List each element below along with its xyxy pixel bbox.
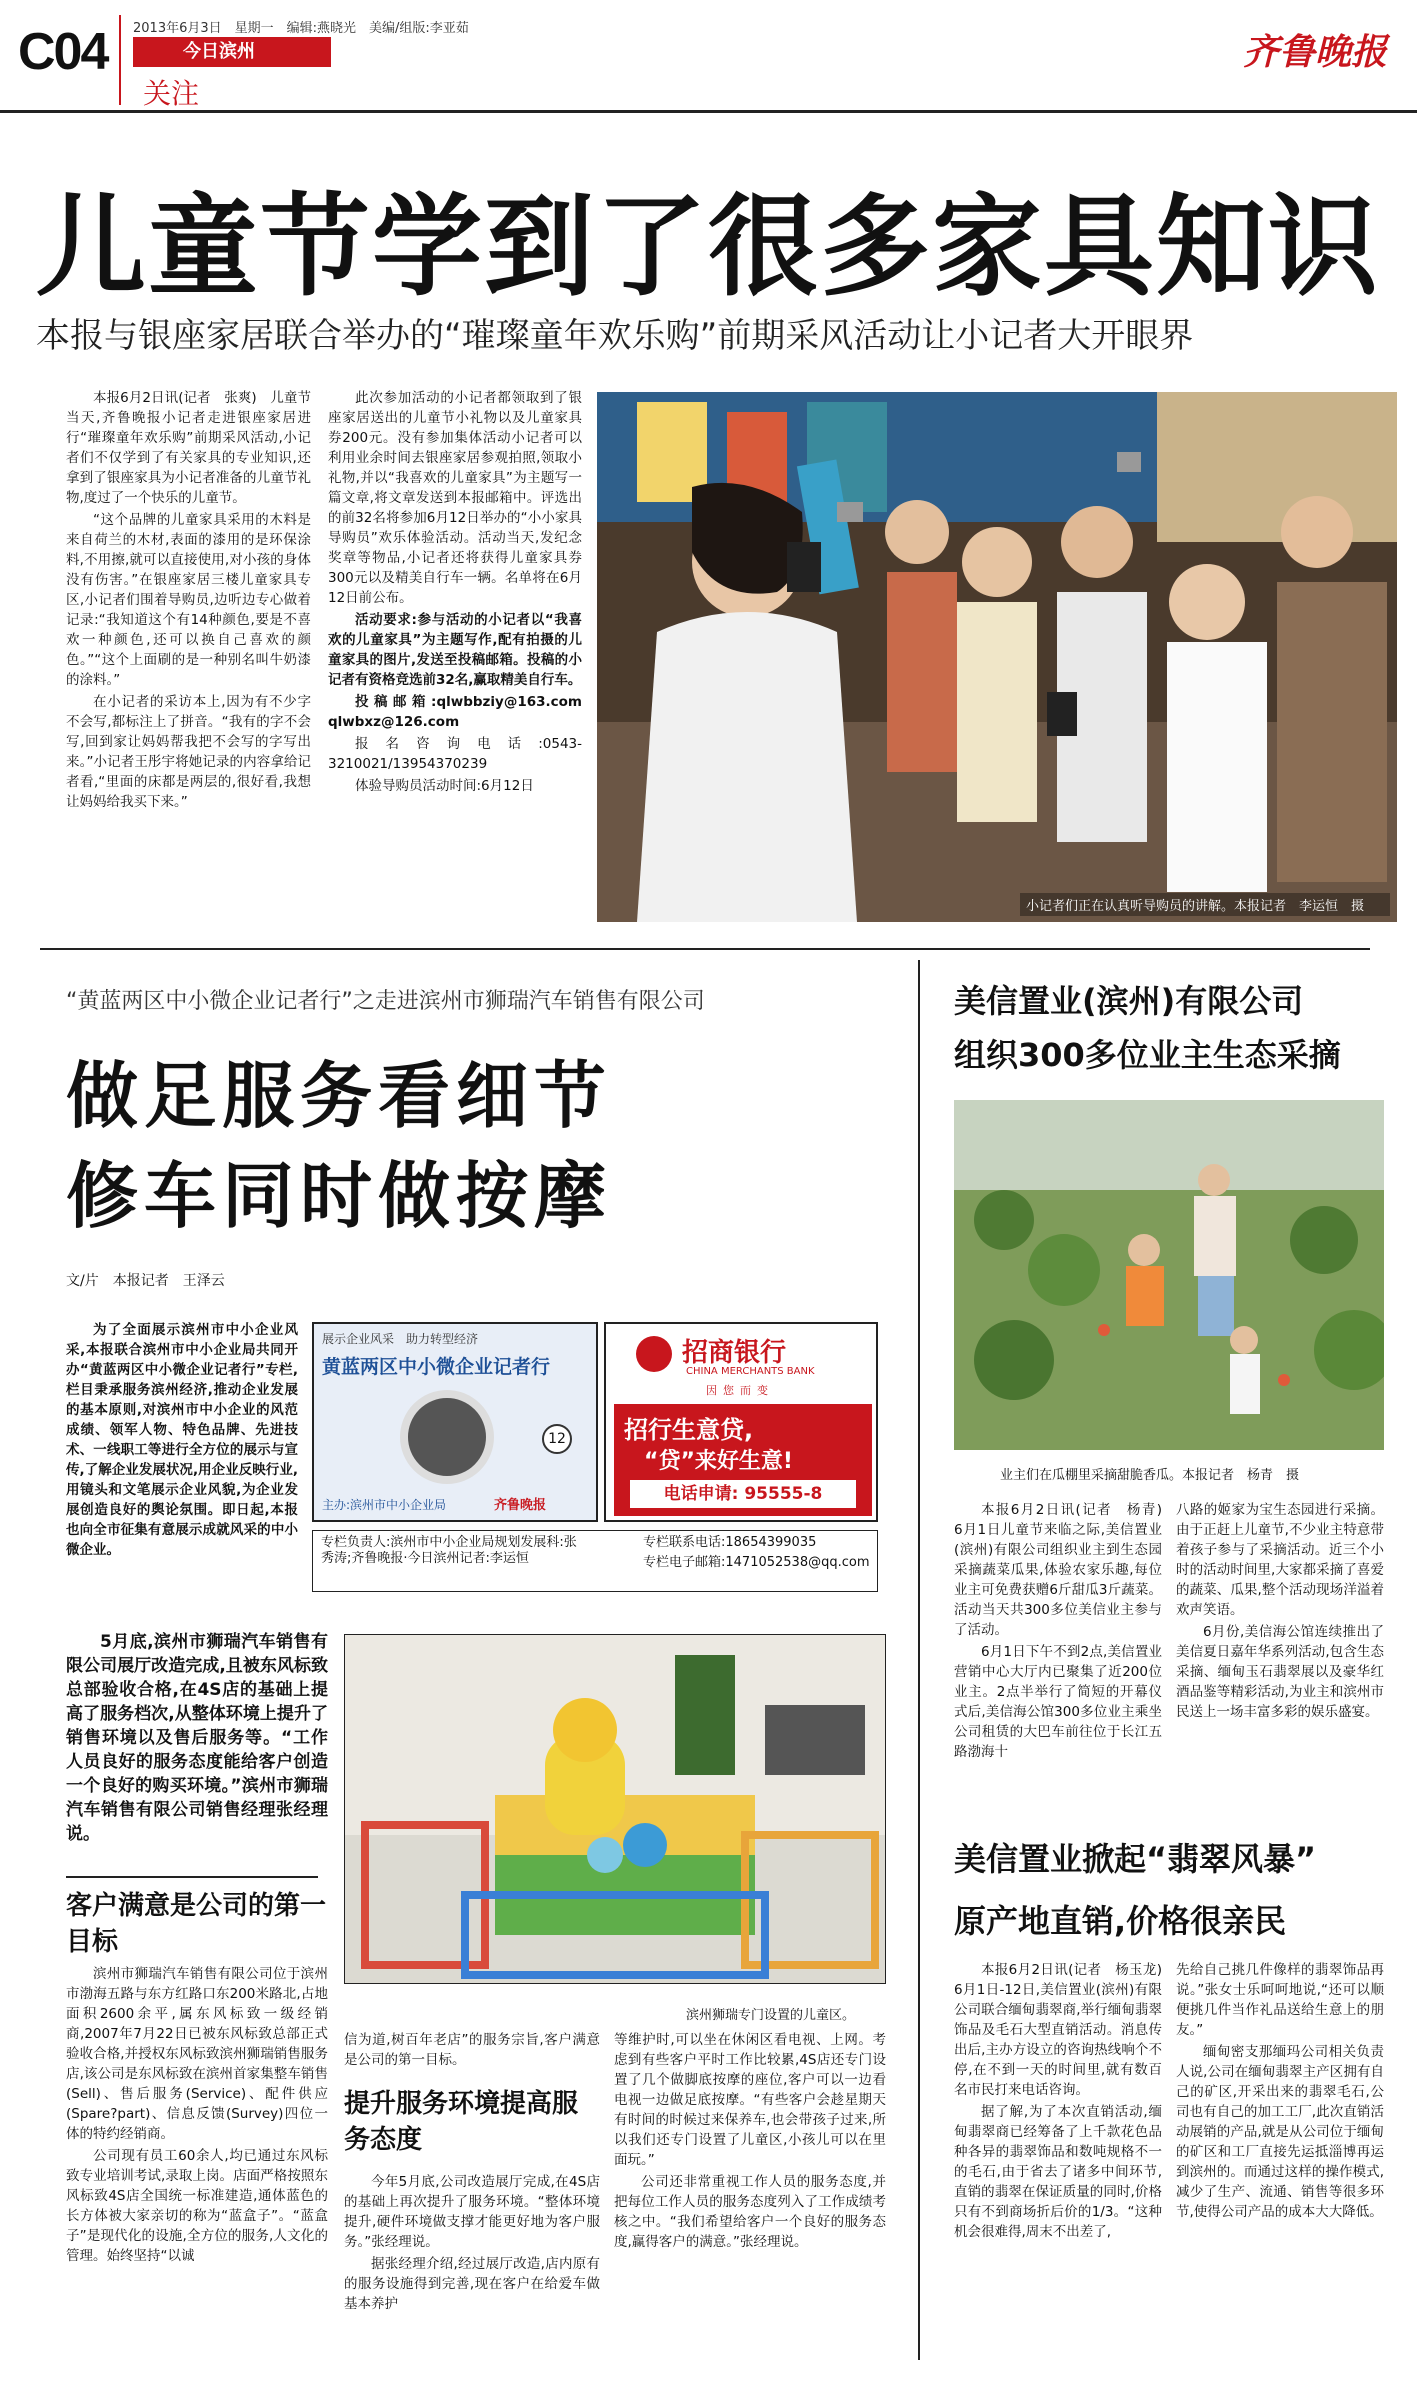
- column-kicker: “黄蓝两区中小微企业记者行”之走进滨州市狮瑞汽车销售有限公司: [66, 989, 705, 1014]
- middle-column-a: [66, 1964, 328, 2268]
- column-intro: 为了全面展示滨州市中小企业风采,本报联合滨州市中小企业局共同开办“黄蓝两区中小微企业记者行”专栏,栏目秉承服务滨州经济,推动企业发展的基本原则,对滨州市中小企业的风范成绩、领军人物、特色品牌、先进技术、一线职工等进行全方位的展示与宣传,了解企业发展状况,用企业反映行业,用镜头和文笔展示企业风貌,为企业发展创造良好的舆论氛围。即日起,本报也向全市征集有意展示成就风采的中小微企业。: [66, 1322, 298, 1558]
- right-headline-3: 美信置业掀起“翡翠风暴”: [954, 1840, 1317, 1878]
- section-tag: 今日滨州: [133, 37, 331, 67]
- kids-play-area-photo: [344, 1634, 886, 1984]
- newspaper-logo: 齐鲁晚报: [1242, 31, 1387, 73]
- hotline: 报名咨询电话:0543-3210021/13954370239: [328, 736, 582, 772]
- lead-subheadline: 本报与银座家居联合举办的“璀璨童年欢乐购”前期采风活动让小记者大开眼界: [36, 316, 1194, 356]
- article-paragraph: 据张经理介绍,经过展厅改造,店内原有的服务设施得到完善,现在客户在给爱车做基本养护: [344, 2256, 600, 2312]
- event-date: 体验导购员活动时间:6月12日: [355, 778, 534, 794]
- page-number: C04: [18, 23, 108, 81]
- column-contacts: [312, 1530, 878, 1592]
- middle-lead-paragraph: 5月底,滨州市狮瑞汽车销售有限公司展厅改造完成,且被东风标致总部验收合格,在4S店的基础上提高了服务档次,从整体环境上提升了销售环境以及售后服务等。“工作人员良好的服务态度能给客户创造一个良好的购买环境。”滨州市狮瑞汽车销售有限公司销售经理张经理说。: [66, 1632, 328, 1844]
- bank-ad-panel: [614, 1404, 872, 1516]
- middle-column-b: [344, 2030, 600, 2316]
- right-column-b: [1176, 1500, 1384, 1724]
- photo-caption: 小记者们正在认真听导购员的讲解。本报记者 李运恒 摄: [1020, 893, 1390, 916]
- lead-paragraph: 此次参加活动的小记者都领取到了银座家居送出的儿童节小礼物以及儿童家具券200元。没有参加集体活动小记者可以利用业余时间去银座家居参观拍照,领取小礼物,并以“我喜欢的儿童家具”为主题写一篇文章,将文章发送到本报邮箱中。评选出的前32名将参加6月12日举办的“小小家具导购员”欢乐体验活动。活动当天,发纪念奖章等物品,小记者还将获得儿童家具券300元以及精美自行车一辆。名单将在6月12日前公布。: [328, 390, 582, 606]
- article-paragraph: 信为道,树百年老店”的服务宗旨,客户满意是公司的第一目标。: [344, 2032, 600, 2068]
- article-paragraph: 公司现有员工60余人,均已通过东风标致专业培训考试,录取上岗。店面严格按照东风标致4S店全国统一标准建造,通体蓝色的长方体被大家亲切的称为“蓝盒子”。“蓝盒子”是现代化的设施,全方位的服务,人文化的管理。始终坚持“以诚: [66, 2148, 328, 2264]
- article-paragraph: 滨州市狮瑞汽车销售有限公司位于滨州市渤海五路与东方红路口东200米路北,占地面积2600余平,属东风标致一级经销商,2007年7月22日已被东风标致总部正式验收合格,并授权东风标致滨州狮瑞销售服务店,该公司是东风标致在滨州首家集整车销售(Sell)、售后服务(Service)、配件供应(Spare?part)、信息反馈(Survey)四位一体的特约经销商。: [66, 1966, 328, 2142]
- issue-number: 12: [542, 1424, 572, 1454]
- column-phone: 专栏联系电话:18654399035: [643, 1535, 817, 1550]
- lead-column-1: [66, 388, 311, 814]
- section-rule: [40, 948, 1370, 950]
- right-headline-4: 原产地直销,价格很亲民: [954, 1902, 1287, 1940]
- bank-motto: 因您而变: [706, 1384, 774, 1397]
- article-paragraph: 八路的姬家为宝生态园进行采摘。由于正赶上儿童节,不少业主特意带着孩子参与了采摘活动。近三个小时的活动时间里,大家都采摘了喜爱的蔬菜、瓜果,整个活动现场洋溢着欢声笑语。: [1176, 1502, 1384, 1618]
- bank-ad-phone: 电话申请: 95555-8: [630, 1480, 856, 1508]
- right-headline-1: 美信置业(滨州)有限公司: [954, 982, 1304, 1020]
- article-paragraph: 今年5月底,公司改造展厅完成,在4S店的基础上再次提升了服务环境。“整体环境提升,硬件环境做支撑才能更好地为客户服务。”张经理说。: [344, 2174, 600, 2250]
- header-divider: [119, 15, 121, 105]
- issue-meta: 2013年6月3日 星期一 编辑:燕晓光 美编/组版:李亚茹: [133, 21, 469, 36]
- column-banner: [312, 1322, 598, 1522]
- banner-tagline: 展示企业风采 助力转型经济: [322, 1332, 479, 1346]
- right-column-a: [954, 1500, 1176, 1764]
- lead-paragraph-column: [66, 1630, 328, 1848]
- banner-title: 黄蓝两区中小微企业记者行: [322, 1356, 551, 1378]
- activity-requirements: 活动要求:参与活动的小记者以“我喜欢的儿童家具”为主题写作,配有拍摄的儿童家具的图片,发送至投稿邮箱。投稿的小记者有资格竞选前32名,赢取精美自行车。: [328, 612, 582, 688]
- middle-headline-1: 做足服务看细节: [66, 1054, 613, 1138]
- banner-paper: 齐鲁晚报: [494, 1498, 547, 1513]
- middle-headline-2: 修车同时做按摩: [66, 1154, 613, 1238]
- article-paragraph: 据了解,为了本次直销活动,缅甸翡翠商已经筹备了上千款花色品种各异的翡翠饰品和数吨规格不一的毛石,由于省去了诸多中间环节,直销的翡翠在保证质量的同时,价格只有不到商场折后价的1/3。“这种机会很难得,周末不出差了,: [954, 2104, 1162, 2240]
- lead-paragraph: 在小记者的采访本上,因为有不少字不会写,都标注上了拼音。“我有的字不会写,回到家让妈妈帮我把不会写的字写出来。”小记者王彤宇将她记录的内容拿给记者看,“里面的床都是两层的,很好看,我想让妈妈给我买下来。”: [66, 694, 311, 810]
- right-headline-2: 组织300多位业主生态采摘: [954, 1036, 1341, 1074]
- column-editor: 专栏负责人:滨州市中小企业局规划发展科:张秀涛;齐鲁晚报·今日滨州记者:李运恒: [321, 1535, 577, 1566]
- section-name: 关注: [143, 77, 200, 110]
- bank-ad-line-1: 招行生意贷,: [624, 1416, 754, 1444]
- article-paragraph: 先给自己挑几件像样的翡翠饰品再说。”张女士乐呵呵地说,“还可以顺便挑几件当作礼品送给生意上的朋友。”: [1176, 1962, 1384, 2038]
- lead-headline: 儿童节学到了很多家具知识: [36, 183, 1380, 311]
- middle-column-c: [614, 2030, 886, 2254]
- column-email: 专栏电子邮箱:1471052538@qq.com: [643, 1555, 870, 1570]
- picking-caption: 业主们在瓜棚里采摘甜脆香瓜。本报记者 杨青 摄: [1000, 1468, 1300, 1483]
- picking-photo: [954, 1100, 1384, 1450]
- play-area-caption: 滨州狮瑞专门设置的儿童区。: [686, 2008, 856, 2023]
- subhead-rule: [66, 1876, 318, 1878]
- column-divider: [918, 960, 920, 2360]
- bank-name: 招商银行: [682, 1338, 787, 1368]
- camera-lens-icon: [400, 1390, 494, 1484]
- submission-email: 投稿邮箱:qlwbbziy@163.com qlwbxz@126.com: [328, 694, 582, 730]
- bank-ad: [604, 1322, 878, 1522]
- byline: 文/片 本报记者 王泽云: [66, 1273, 225, 1289]
- article-paragraph: 6月份,美信海公馆连续推出了美信夏日嘉年华系列活动,包含生态采摘、缅甸玉石翡翠展以及豪华红酒品鉴等精彩活动,为业主和滨州市民送上一场丰富多彩的娱乐盛宴。: [1176, 1624, 1384, 1720]
- right-column-d: [1176, 1960, 1384, 2224]
- article-paragraph: 6月1日下午不到2点,美信置业营销中心大厅内已聚集了近200位业主。2点半举行了简短的开幕仪式后,美信海公馆300多位业主乘坐公司租赁的大巴车前往位于长江五路渤海十: [954, 1644, 1162, 1760]
- article-paragraph: 本报6月2日讯(记者 杨玉龙) 6月1日-12日,美信置业(滨州)有限公司联合缅甸翡翠商,举行缅甸翡翠饰品及毛石大型直销活动。消息传出后,主办方设立的咨询热线响个不停,在不到一天的时间里,就有数百名市民打来电话咨询。: [954, 1962, 1176, 2098]
- right-column-c: [954, 1960, 1176, 2244]
- article-paragraph: 等维护时,可以坐在休闲区看电视、上网。考虑到有些客户平时工作比较累,4S店还专门设置了几个做脚底按摩的座位,客户可以一边看电视一边做足底按摩。“有些客户会趁星期天有时间的时候过来保养车,也会带孩子过来,所以我们还专门设置了儿童区,小孩儿可以在里面玩。”: [614, 2032, 886, 2168]
- kids-reporters-photo: [597, 392, 1397, 922]
- banner-host: 主办:滨州市中小企业局: [322, 1498, 447, 1512]
- article-paragraph: 缅甸密支那缅玛公司相关负责人说,公司在缅甸翡翠主产区拥有自己的矿区,开采出来的翡翠毛石,公司也有自己的加工工厂,此次直销活动展销的产品,就是从公司位于缅甸的矿区和工厂直接先运抵淄博再运到滨州的。而通过这样的操作模式,减少了生产、流通、销售等很多环节,使得公司产品的成本大大降低。: [1176, 2044, 1384, 2220]
- bank-ad-line-2: “贷”来好生意!: [644, 1449, 793, 1474]
- bank-english-name: CHINA MERCHANTS BANK: [686, 1366, 815, 1377]
- header-rule: [0, 110, 1417, 113]
- subhead-improve-service: 提升服务环境提高服务态度: [344, 2089, 579, 2155]
- article-paragraph: 公司还非常重视工作人员的服务态度,并把每位工作人员的服务态度列入了工作成绩考核之中。“我们希望给客户一个良好的服务态度,赢得客户的满意。”张经理说。: [614, 2174, 886, 2250]
- lead-column-2: [328, 388, 582, 798]
- article-paragraph: 本报6月2日讯(记者 杨青) 6月1日儿童节来临之际,美信置业(滨州)有限公司组织业主到生态园采摘蔬菜瓜果,体验农家乐趣,每位业主可免费获赠6斤甜瓜3斤蔬菜。活动当天共300多位美信业主参与了活动。: [954, 1502, 1176, 1638]
- subhead-customer-first: 客户满意是公司的第一目标: [66, 1891, 327, 1957]
- lead-paragraph: 本报6月2日讯(记者 张爽) 儿童节当天,齐鲁晚报小记者走进银座家居进行“璀璨童年欢乐购”前期采风活动,小记者们不仅学到了有关家具的专业知识,还拿到了银座家具为小记者准备的儿童节礼物,度过了一个快乐的儿童节。: [66, 390, 311, 506]
- intro-column: [66, 1320, 298, 1562]
- lead-paragraph: “这个品牌的儿童家具采用的木料是来自荷兰的木材,表面的漆用的是环保涂料,不用擦,就可以直接使用,对小孩的身体没有伤害。”在银座家居三楼儿童家具专区,小记者们围着导购员,边听边专心做着记录:“我知道这个有14种颜色,要是不喜欢一种颜色,还可以换自己喜欢的颜色。”“这个上面刷的是一种别名叫牛奶漆的涂料。”: [66, 512, 311, 688]
- bank-logo-icon: [636, 1336, 672, 1372]
